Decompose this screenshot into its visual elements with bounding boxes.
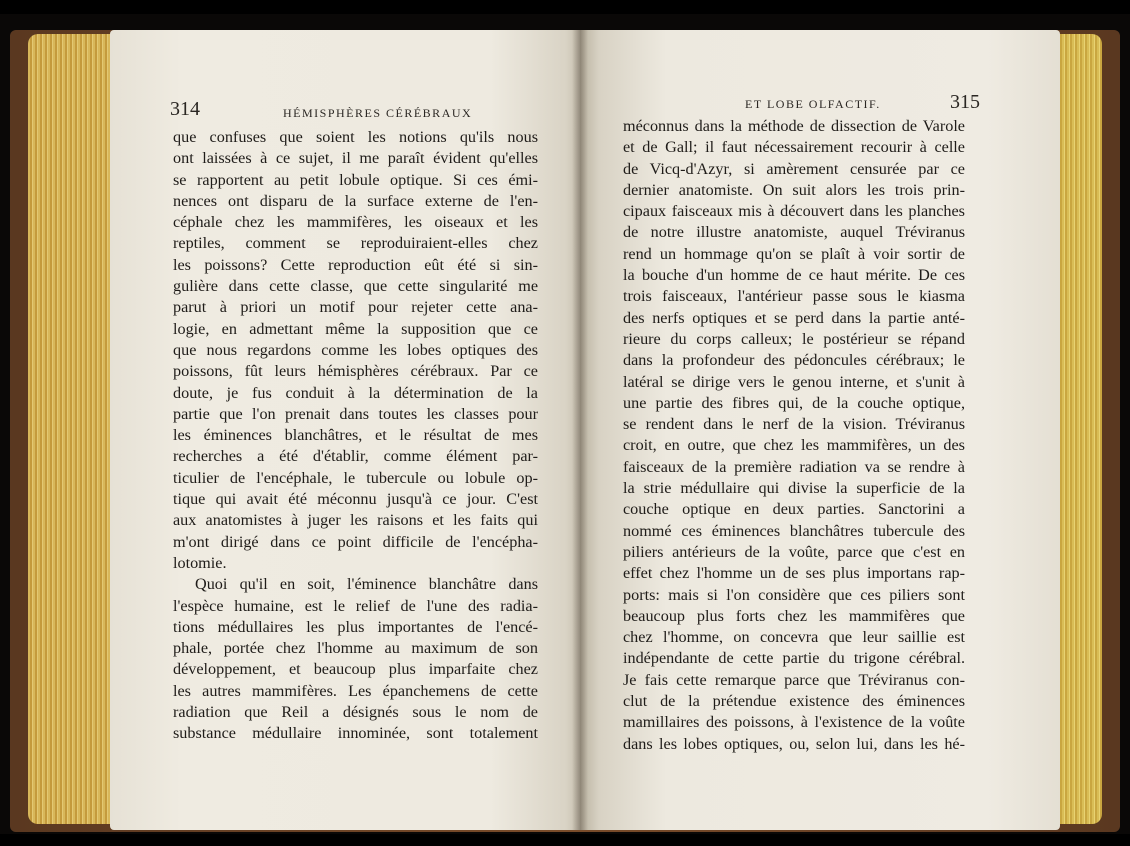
text-line: logie, en admettant même la supposition que ce: [173, 319, 538, 338]
text-line: des nerfs optiques et se perd dans la partie anté-: [623, 308, 965, 327]
text-line: rieure du corps calleux; le postérieur se répand: [623, 329, 965, 348]
text-line: se rapportent au petit lobule optique. Si ces émi-: [173, 170, 538, 189]
text-line: trois faisceaux, l'antérieur passe sous le kiasma: [623, 287, 965, 306]
text-line: Quoi qu'il en soit, l'éminence blanchâtre dans: [195, 575, 538, 594]
text-line: parut à priori un motif pour rejeter cette ana-: [173, 298, 538, 317]
text-line: de Vicq-d'Azyr, si amèrement censurée par ce: [623, 159, 965, 178]
text-line: reptiles, comment se reproduiraient-elles chez: [173, 234, 538, 253]
text-line: recherches a été d'établir, comme élément par-: [173, 447, 538, 466]
text-line: nences ont disparu de la surface externe de l'en-: [173, 191, 538, 210]
left-page-number: 314: [170, 98, 200, 120]
text-line: lotomie.: [173, 553, 227, 572]
text-line: latéral se dirige vers le genou interne, et s'unit à: [623, 372, 965, 391]
text-line: ports: mais si l'on considère que ces piliers sont: [623, 585, 965, 604]
text-line: effet chez l'homme un de ses plus importans rap-: [623, 564, 965, 583]
text-line: les éminences blanchâtres, et le résultat de mes: [173, 426, 538, 445]
text-line: nommé ces éminences blanchâtres tubercule des: [623, 521, 965, 540]
text-line: phale, portée chez l'homme au maximum de son: [173, 639, 538, 658]
text-line: rend un hommage qu'on se plaît à voir sortir de: [623, 244, 965, 263]
text-line: tions médullaires les plus importantes de l'encé-: [173, 617, 538, 636]
text-line: que nous regardons comme les lobes optiques des: [173, 340, 538, 359]
text-line: gulière dans cette classe, que cette singularité me: [173, 277, 538, 296]
text-line: Je fais cette remarque parce que Tréviranus con-: [623, 670, 965, 689]
text-line: cipaux faisceaux mis à découvert dans les planches: [623, 202, 965, 221]
text-line: mamillaires des poissons, à l'existence de la voûte: [623, 713, 965, 732]
right-running-head: ET LOBE OLFACTIF.: [745, 97, 881, 111]
text-line: beaucoup plus forts chez les mammifères que: [623, 606, 965, 625]
text-line: couche optique en deux parties. Sanctorini a: [623, 500, 965, 519]
text-line: que confuses que soient les notions qu'ils nous: [173, 128, 538, 146]
text-line: ticulier de l'encéphale, le tubercule ou lobule op-: [173, 468, 538, 487]
left-running-head: HÉMISPHÈRES CÉRÉBRAUX: [283, 106, 473, 120]
text-line: indépendante de cette partie du trigone cérébral.: [623, 649, 965, 668]
text-line: se rendent dans le nerf de la vision. Tréviranus: [623, 415, 965, 434]
text-line: l'espèce humaine, est le relief de l'une des radia-: [173, 596, 538, 615]
text-line: la strie médullaire qui divise la superficie de la: [623, 479, 965, 498]
text-line: clut de la prétendue existence des éminences: [623, 692, 965, 711]
text-line: dans les lobes optiques, ou, selon lui, dans les hé-: [623, 734, 965, 753]
text-line: ont laissées à ce sujet, il me paraît évident qu'elles: [173, 149, 538, 168]
text-line: aux anatomistes à juger les raisons et les faits qui: [173, 511, 538, 530]
text-line: les autres mammifères. Les épanchemens de cette: [173, 681, 538, 700]
text-line: tique qui avait été méconnu jusqu'à ce jour. C'est: [173, 490, 538, 509]
right-page-number: 315: [950, 91, 980, 113]
text-line: m'ont dirigé dans ce point difficile de l'encépha-: [173, 532, 538, 551]
left-page-edges: [28, 34, 118, 824]
text-line: les poissons? Cette reproduction eût été si sin-: [173, 255, 538, 274]
text-line: une partie des fibres qui, de la couche optique,: [623, 393, 965, 412]
book-gutter: [572, 30, 588, 830]
text-line: de notre illustre anatomiste, auquel Tréviranus: [623, 223, 965, 242]
text-line: chez l'homme, on concevra que leur saillie est: [623, 628, 965, 647]
text-line: dernier anatomiste. On suit alors les trois prin-: [623, 180, 965, 199]
text-line: développement, et beaucoup plus imparfaite chez: [173, 660, 538, 679]
right-page-body: [623, 116, 965, 755]
text-line: et de Gall; il faut nécessairement recourir à celle: [623, 138, 965, 157]
text-line: substance médullaire innominée, sont totalement: [173, 724, 538, 743]
text-line: partie que l'on prenait dans toutes les classes pour: [173, 404, 538, 423]
text-line: dans la profondeur des pédoncules cérébraux; le: [623, 351, 965, 370]
text-line: croit, en outre, que chez les mammifères, un des: [623, 436, 965, 455]
left-page-body: [173, 127, 538, 745]
text-line: piliers antérieurs de la voûte, parce que c'est en: [623, 542, 965, 561]
text-line: céphale chez les mammifères, les oiseaux et les: [173, 213, 538, 232]
text-line: radiation que Reil a désignés sous le nom de: [173, 703, 538, 722]
text-line: la bouche d'un homme de ce haut mérite. De ces: [623, 266, 965, 285]
text-line: méconnus dans la méthode de dissection de Varole: [623, 117, 965, 135]
text-line: doute, je fus conduit à la détermination de la: [173, 383, 538, 402]
text-line: poissons, fût leurs hémisphères cérébraux. Par ce: [173, 362, 538, 381]
text-line: faisceaux de la première radiation va se rendre à: [623, 457, 965, 476]
